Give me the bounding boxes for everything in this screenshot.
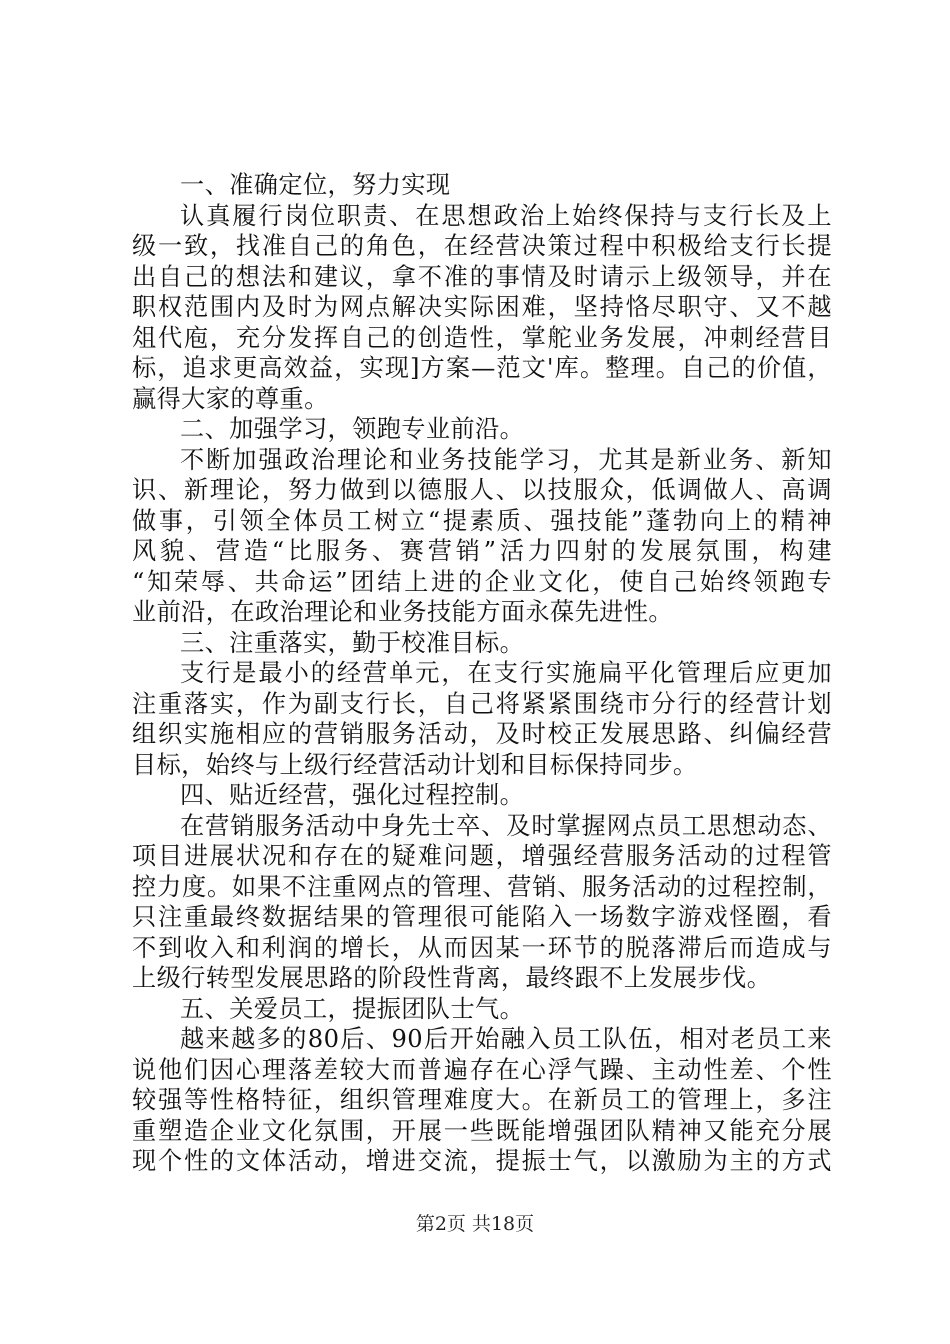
section-heading: 二、加强学习，领跑专业前沿。 xyxy=(180,415,525,443)
page-footer: 第2页 共18页 xyxy=(415,1213,535,1235)
paragraph-line: 出自己的想法和建议，拿不准的事情及时请示上级领导，并在 xyxy=(132,262,832,291)
paragraph-line: 风貌、营造“比服务、赛营销”活力四射的发展氛围，构建 xyxy=(132,537,832,565)
section-heading: 四、贴近经营，强化过程控制。 xyxy=(180,781,525,809)
paragraph-line: “知荣辱、共命运”团结上进的企业文化，使自己始终领跑专 xyxy=(132,567,832,596)
paragraph-line: 说他们因心理落差较大而普遍存在心浮气躁、主动性差、个性 xyxy=(132,1055,832,1084)
paragraph-line: 标，追求更高效益，实现]方案—范文'库。整理。自己的价值， xyxy=(132,354,832,382)
paragraph-line: 支行是最小的经营单元，在支行实施扁平化管理后应更加 xyxy=(180,659,832,687)
paragraph-line: 俎代庖，充分发挥自己的创造性，掌舵业务发展，冲刺经营目 xyxy=(132,323,832,352)
section-heading: 一、准确定位，努力实现 xyxy=(180,171,451,199)
paragraph-line: 赢得大家的尊重。 xyxy=(132,384,329,413)
paragraph-line: 业前沿，在政治理论和业务技能方面永葆先进性。 xyxy=(132,598,673,626)
paragraph-line: 现个性的文体活动，增进交流，提振士气，以激励为主的方式 xyxy=(132,1147,832,1175)
paragraph-line: 识、新理论，努力做到以德服人、以技服众，低调做人、高调 xyxy=(132,476,832,504)
section-heading: 五、关爱员工，提振团队士气。 xyxy=(180,994,525,1023)
paragraph-line: 级一致，找准自己的角色，在经营决策过程中积极给支行长提 xyxy=(132,232,832,260)
paragraph-line: 认真履行岗位职责、在思想政治上始终保持与支行长及上 xyxy=(180,201,832,230)
paragraph-line: 做事，引领全体员工树立“提素质、强技能”蓬勃向上的精神 xyxy=(132,506,832,535)
paragraph-line: 职权范围内及时为网点解决实际困难，坚持恪尽职守、又不越 xyxy=(132,293,832,321)
paragraph-line: 控力度。如果不注重网点的管理、营销、服务活动的过程控制， xyxy=(132,872,832,901)
paragraph-line: 不到收入和利润的增长，从而因某一环节的脱落滞后而造成与 xyxy=(132,933,832,962)
paragraph-line: 项目进展状况和存在的疑难问题，增强经营服务活动的过程管 xyxy=(132,842,832,870)
document-body xyxy=(132,170,832,1177)
paragraph-line: 上级行转型发展思路的阶段性背离，最终跟不上发展步伐。 xyxy=(132,964,772,992)
paragraph-line: 组织实施相应的营销服务活动，及时校正发展思路、纠偏经营 xyxy=(132,720,832,748)
paragraph-line: 较强等性格特征，组织管理难度大。在新员工的管理上，多注 xyxy=(132,1086,832,1114)
paragraph-line: 只注重最终数据结果的管理很可能陷入一场数字游戏怪圈，看 xyxy=(132,903,832,931)
paragraph-line: 重塑造企业文化氛围，开展一些既能增强团队精神又能充分展 xyxy=(132,1116,832,1145)
paragraph-line: 目标，始终与上级行经营活动计划和目标保持同步。 xyxy=(132,750,698,779)
section-heading: 三、注重落实，勤于校准目标。 xyxy=(180,628,525,657)
paragraph-line: 不断加强政治理论和业务技能学习，尤其是新业务、新知 xyxy=(180,445,832,474)
paragraph-line: 注重落实，作为副支行长，自己将紧紧围绕市分行的经营计划 xyxy=(132,689,832,718)
paragraph-line: 越来越多的80后、90后开始融入员工队伍，相对老员工来 xyxy=(180,1025,832,1053)
paragraph-line: 在营销服务活动中身先士卒、及时掌握网点员工思想动态、 xyxy=(180,811,832,840)
